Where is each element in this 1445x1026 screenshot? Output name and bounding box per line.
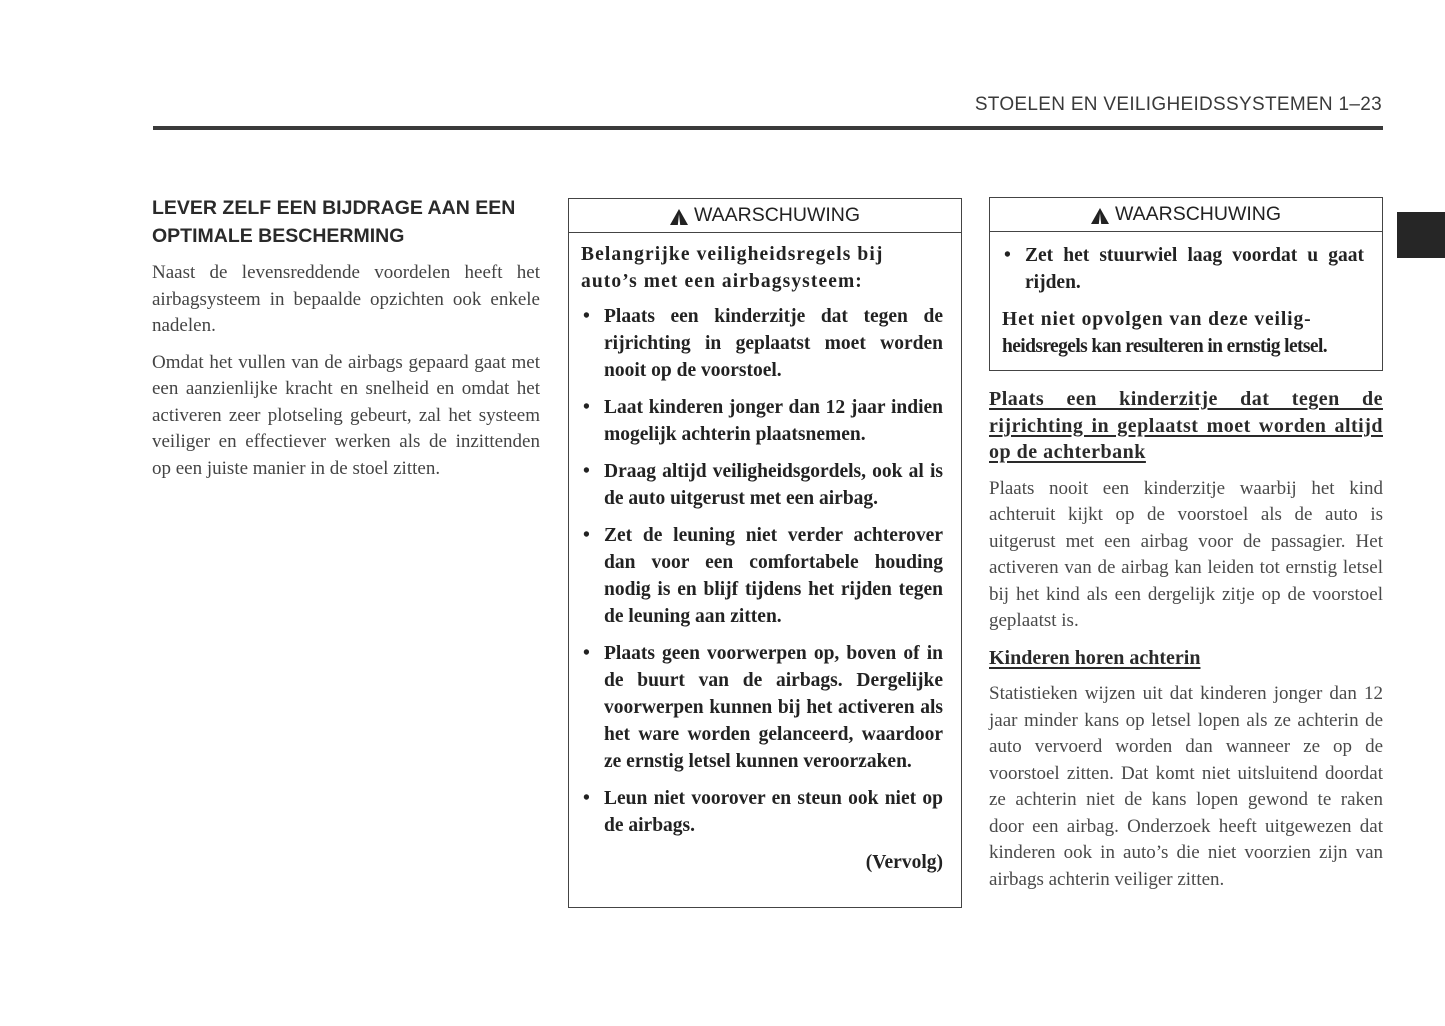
- warning-consequence-line-2: heidsregels kan resulteren in ernstig letsel.: [1002, 336, 1328, 357]
- warning-triangle-icon: [670, 208, 688, 224]
- warning-triangle-icon: [1091, 207, 1109, 223]
- page-header-title: STOELEN EN VEILIGHEIDSSYSTEMEN 1–23: [974, 94, 1382, 115]
- warning-box-steering-wheel: [989, 197, 1383, 371]
- warning-item: • Plaats geen voorwerpen op, boven of in de buurt van de airbags. Dergelijke voorwerpen kunnen bij het activeren als het ware worden gelanceerd, waardoor ze ernstig letsel kunnen veroorzaken.: [581, 640, 943, 775]
- column-left: [152, 194, 540, 492]
- paragraph: Statistieken wijzen uit dat kinderen jonger dan 12 jaar minder kans op letsel lopen als ze achterin de auto vervoerd worden dan wanneer ze op de voorstoel zitten. Dat komt niet uitsluitend doordat ze achterin niet de kans lopen gewond te raken door een airbag. Onderzoek heeft uitgewezen dat kinderen ook in auto’s die niet voorzien zijn van airbags achterin veiliger zitten.: [989, 683, 1383, 890]
- warning-header: [569, 199, 961, 233]
- subsection-heading: Plaats een kinderzitje dat tegen de rijrichting in geplaatst moet worden altijd op de achterbank: [989, 388, 1383, 463]
- warning-item: • Laat kinderen jonger dan 12 jaar indien mogelijk achterin plaatsnemen.: [581, 394, 943, 448]
- warning-list: [1002, 242, 1364, 296]
- warning-item: • Zet de leuning niet verder achterover dan voor een comfortabele houding nodig is en blijf tijdens het rijden tegen de leuning aan zitten.: [581, 522, 943, 630]
- section-heading: LEVER ZELF EEN BIJDRAGE AAN EEN OPTIMALE BESCHERMING: [152, 197, 516, 247]
- header-rule: [153, 126, 1383, 130]
- warning-consequence-line-1: Het niet opvolgen van deze veilig-: [1002, 309, 1312, 330]
- paragraph: Naast de levensreddende voordelen heeft het airbagsysteem in bepaalde opzichten ook enkele nadelen.: [152, 262, 540, 336]
- warning-item: • Zet het stuurwiel laag voordat u gaat rijden.: [1002, 242, 1364, 296]
- warning-item: • Plaats een kinderzitje dat tegen de rijrichting in geplaatst moet worden nooit op de voorstoel.: [581, 303, 943, 384]
- warning-item: • Leun niet voorover en steun ook niet op de airbags.: [581, 785, 943, 839]
- paragraph: Plaats nooit een kinderzitje waarbij het kind achteruit kijkt op de voorstoel als de auto is uitgerust met een airbag voor de passagier. Het activeren van de airbag kan leiden tot ernstig letsel bij het kind als een dergelijk zitje op de voorstoel geplaatst is.: [989, 477, 1383, 631]
- continued-label: (Vervolg): [865, 852, 943, 873]
- column-right: [989, 386, 1383, 903]
- warning-list: [581, 303, 943, 839]
- warning-intro: Belangrijke veiligheidsregels bij auto’s met een airbagsysteem:: [581, 244, 884, 292]
- warning-title: WAARSCHUWING: [693, 204, 861, 226]
- warning-header: [990, 198, 1382, 232]
- chapter-thumb-tab: [1397, 212, 1445, 258]
- warning-box-airbag-rules: [568, 198, 962, 908]
- subsection-heading: Kinderen horen achterin: [989, 646, 1201, 669]
- warning-item: • Draag altijd veiligheidsgordels, ook al is de auto uitgerust met een airbag.: [581, 458, 943, 512]
- paragraph: Omdat het vullen van de airbags gepaard gaat met een aanzienlijke kracht en snelheid en omdat het activeren zeer plotseling gebeurt, zal het systeem veiliger en effectiever werken als de inzittenden op een juiste manier in de stoel zitten.: [152, 351, 540, 479]
- warning-title: WAARSCHUWING: [1114, 203, 1282, 225]
